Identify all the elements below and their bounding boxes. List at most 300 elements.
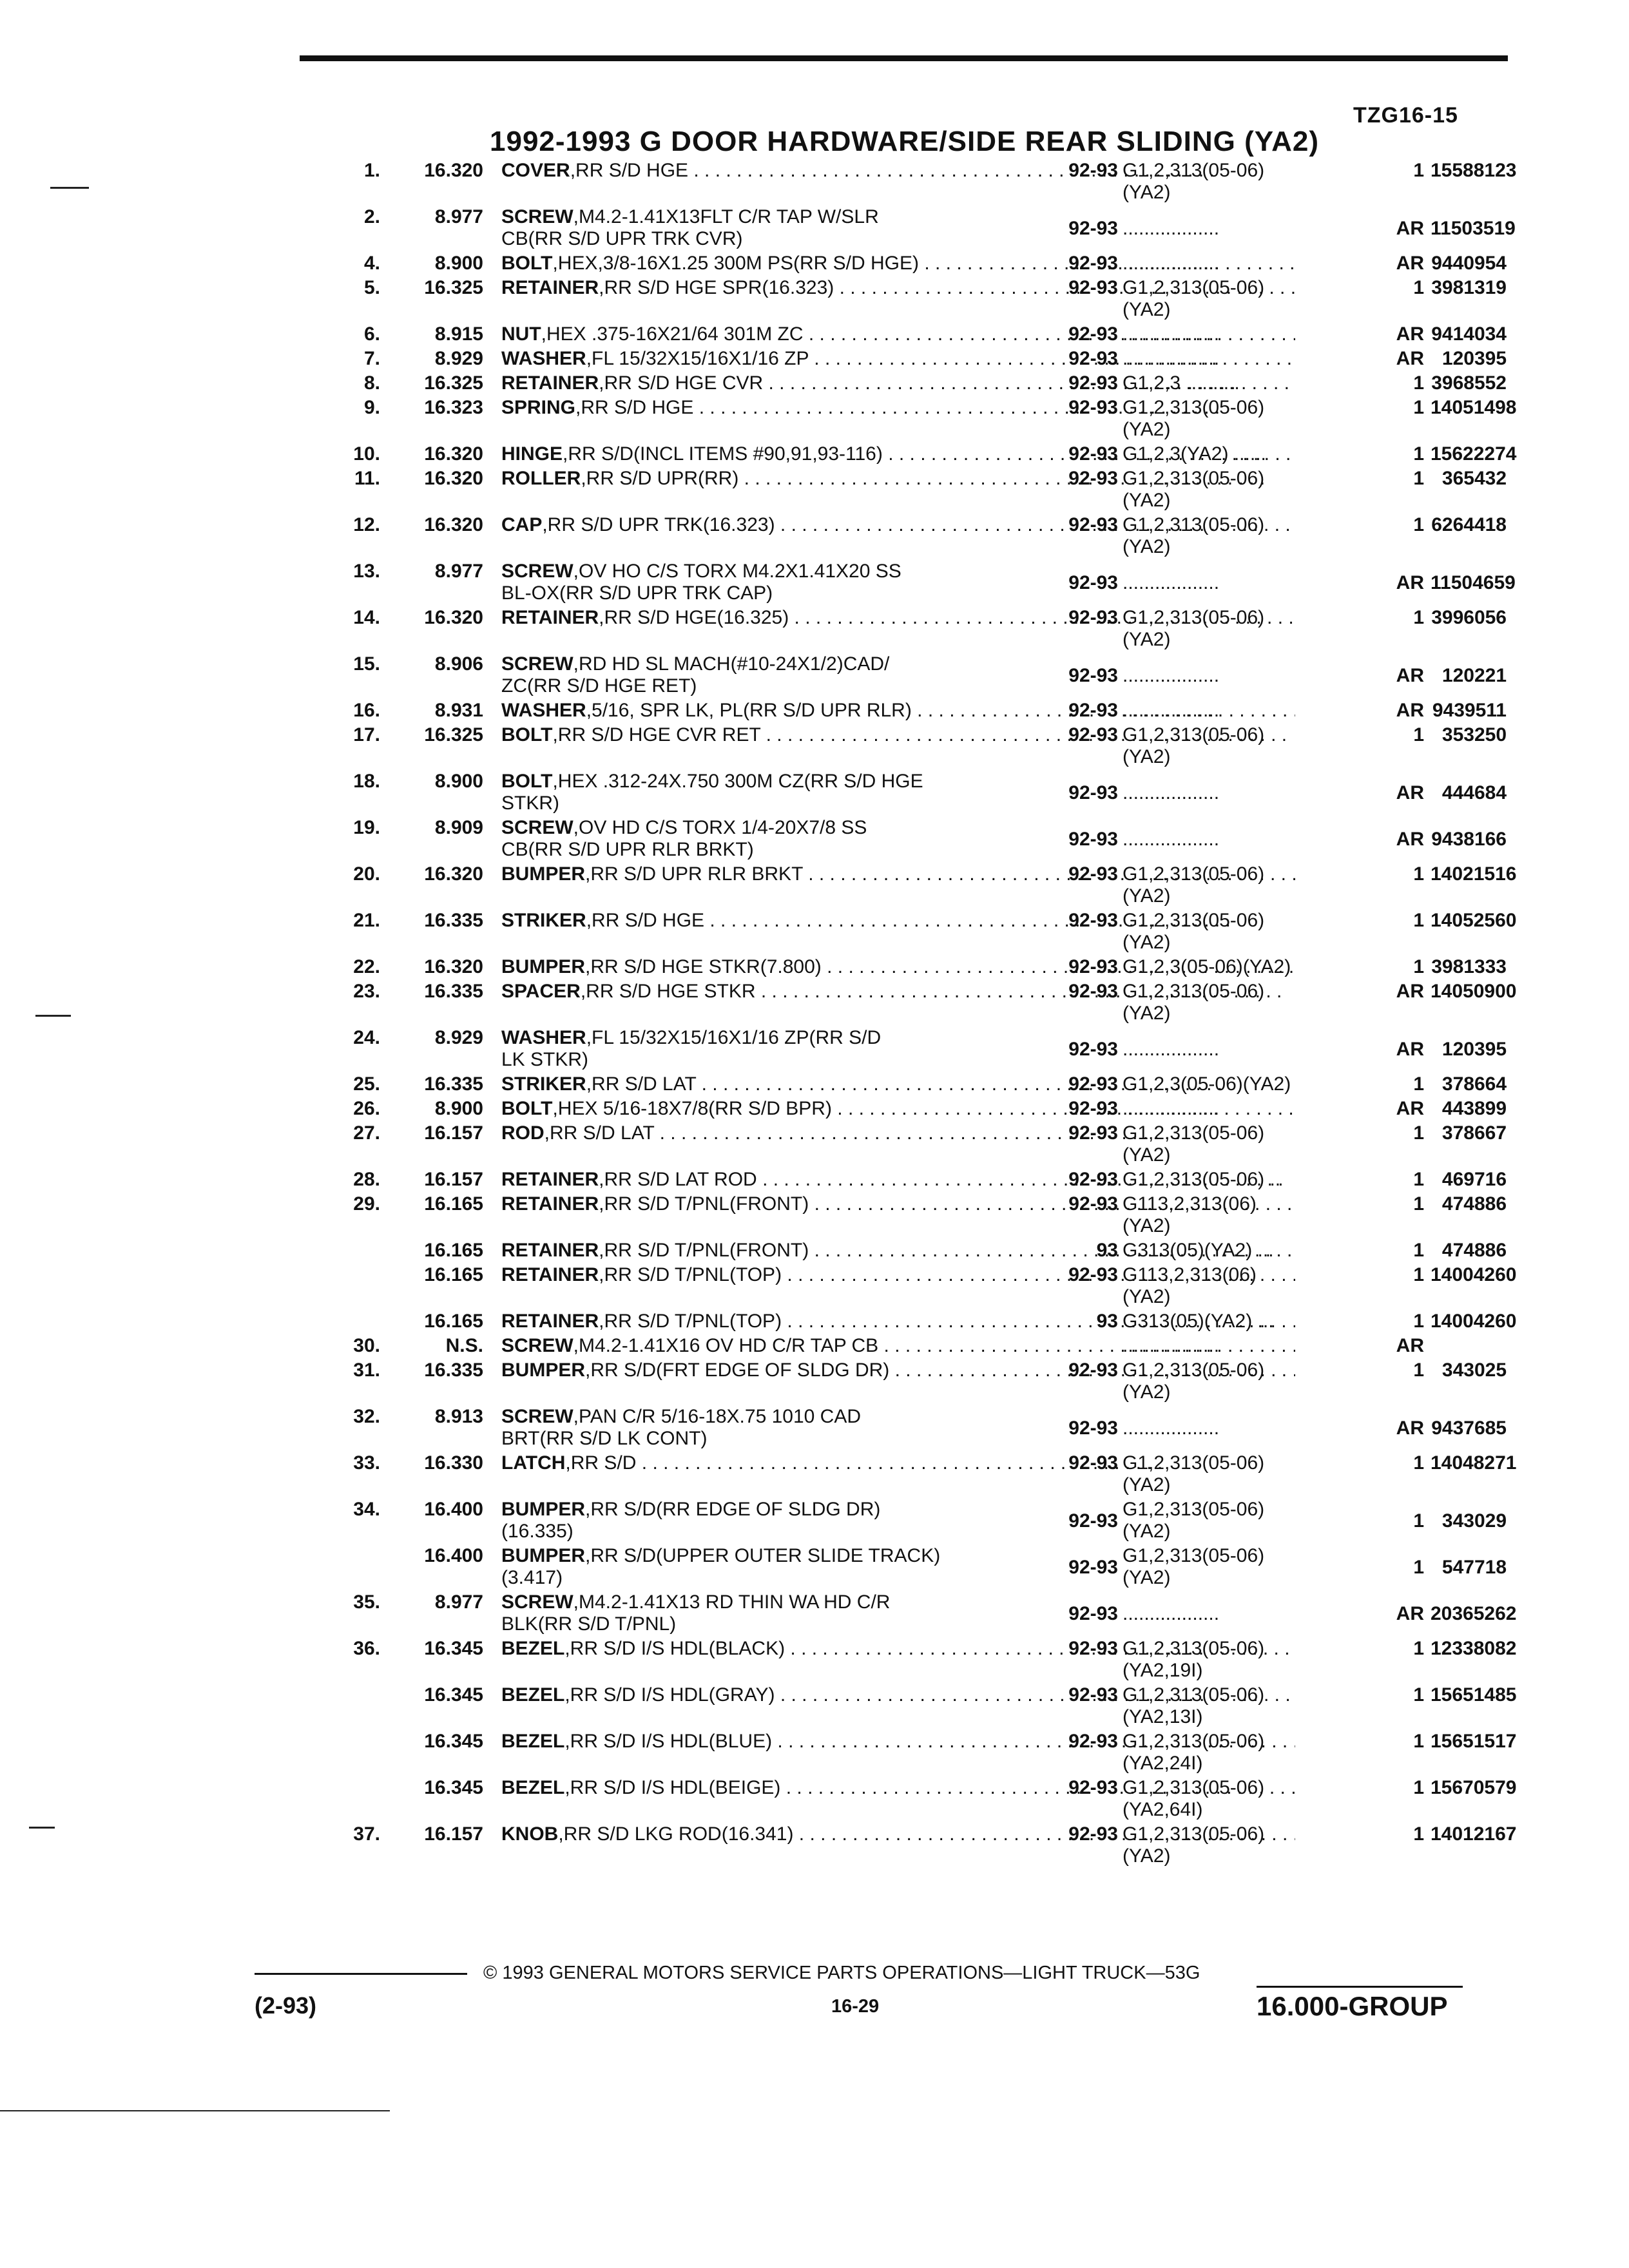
quantity: AR bbox=[1396, 782, 1424, 803]
item-number: 36. bbox=[353, 1638, 380, 1659]
part-number: 474886 bbox=[1441, 1240, 1507, 1261]
table-row bbox=[309, 1311, 1517, 1334]
application-line: .................. bbox=[1123, 1098, 1220, 1119]
part-detail: ,OV HD C/S TORX 1/4-20X7/8 SS bbox=[573, 817, 867, 838]
application-option: (YA2) bbox=[1123, 1003, 1171, 1024]
application-option: (YA2) bbox=[1123, 629, 1171, 650]
part-detail-continued: CB(RR S/D UPR TRK CVR) bbox=[501, 228, 743, 249]
quantity: AR bbox=[1396, 253, 1424, 274]
part-name: BUMPER bbox=[501, 1545, 586, 1566]
table-row bbox=[309, 323, 1508, 347]
part-detail: ,HEX 5/16-18X7/8(RR S/D BPR) bbox=[552, 1098, 832, 1119]
table-row bbox=[309, 1122, 1508, 1168]
table-row bbox=[309, 1335, 1508, 1358]
application-line: G113,2,313(06) bbox=[1123, 1264, 1257, 1285]
quantity: 1 bbox=[1413, 514, 1424, 535]
application-line: G1,2,313(05-06) bbox=[1123, 277, 1265, 298]
item-number: 30. bbox=[353, 1335, 380, 1356]
model-years: 92-93 bbox=[1068, 607, 1118, 628]
item-number: 9. bbox=[363, 397, 380, 418]
application-code bbox=[1123, 1073, 1329, 1095]
part-number: 3968552 bbox=[1431, 372, 1507, 394]
model-years: 92-93 bbox=[1068, 468, 1118, 489]
part-detail: ,RR S/D HGE SPR(16.323) bbox=[599, 277, 834, 298]
part-name: BOLT bbox=[501, 1098, 553, 1119]
application-line: .................. bbox=[1123, 323, 1220, 345]
group-number: 16.320 bbox=[424, 468, 483, 489]
part-detail: ,RR S/D(INCL ITEMS #90,91,93-116) bbox=[563, 443, 883, 465]
application-line: .................. bbox=[1123, 782, 1220, 803]
table-row bbox=[309, 956, 1508, 979]
application-code bbox=[1123, 607, 1329, 651]
application-code bbox=[1123, 1039, 1329, 1061]
item-number: 18. bbox=[353, 771, 380, 792]
table-row bbox=[309, 253, 1508, 276]
model-years: 92-93 bbox=[1068, 160, 1118, 181]
application-line: .................. bbox=[1123, 829, 1220, 850]
application-code bbox=[1123, 1122, 1329, 1166]
quantity: AR bbox=[1396, 218, 1424, 239]
group-number: 16.345 bbox=[424, 1731, 483, 1752]
part-detail: ,RR S/D T/PNL(FRONT) bbox=[599, 1240, 809, 1261]
quantity: AR bbox=[1396, 348, 1424, 369]
application-code bbox=[1123, 1360, 1329, 1403]
item-number: 34. bbox=[353, 1499, 380, 1520]
table-row bbox=[309, 1499, 1508, 1544]
part-detail: ,RR S/D HGE(16.325) bbox=[599, 607, 789, 628]
part-detail: ,RR S/D I/S HDL(BEIGE) bbox=[564, 1777, 781, 1798]
application-code bbox=[1123, 665, 1329, 687]
part-number: 3981333 bbox=[1431, 956, 1507, 977]
part-detail: ,HEX .312-24X.750 300M CZ(RR S/D HGE bbox=[552, 771, 923, 792]
application-code bbox=[1123, 724, 1329, 768]
part-name: WASHER bbox=[501, 700, 586, 721]
table-row bbox=[309, 1169, 1508, 1192]
item-number: 33. bbox=[353, 1452, 380, 1474]
part-name: NUT bbox=[501, 323, 541, 345]
item-number: 19. bbox=[353, 817, 380, 838]
application-option: (YA2) bbox=[1123, 299, 1171, 320]
application-code bbox=[1123, 323, 1329, 345]
application-option: (YA2) bbox=[1123, 1144, 1171, 1166]
part-number: 378667 bbox=[1441, 1122, 1507, 1144]
model-years: 93 bbox=[1096, 1240, 1118, 1261]
group-number: 16.157 bbox=[424, 1169, 483, 1190]
application-line: G1,2,313(05-06) bbox=[1123, 1122, 1265, 1144]
part-number: 14052560 bbox=[1431, 910, 1517, 931]
part-name: BUMPER bbox=[501, 863, 586, 885]
part-detail: ,RR S/D HGE bbox=[586, 910, 705, 931]
model-years: 92-93 bbox=[1068, 1684, 1118, 1706]
margin-mark bbox=[29, 1827, 55, 1829]
part-number: 343029 bbox=[1441, 1510, 1507, 1532]
application-line: G1,2,3 .......... bbox=[1123, 372, 1240, 394]
group-number: 16.335 bbox=[424, 1360, 483, 1381]
table-row bbox=[309, 514, 1508, 559]
item-number: 17. bbox=[353, 724, 380, 745]
table-row bbox=[309, 1027, 1508, 1072]
group-number: 16.325 bbox=[424, 277, 483, 298]
item-number: 8. bbox=[363, 372, 380, 394]
footer-rule-left bbox=[255, 1973, 467, 1975]
application-option: (YA2) bbox=[1123, 1521, 1171, 1542]
application-option: (YA2,24I) bbox=[1123, 1753, 1203, 1774]
quantity: 1 bbox=[1413, 1731, 1424, 1752]
model-years: 92-93 bbox=[1068, 348, 1118, 369]
table-row bbox=[309, 607, 1508, 652]
application-code bbox=[1123, 443, 1329, 465]
application-line: G1,2,313(05-06) bbox=[1123, 1499, 1265, 1520]
group-number: 8.931 bbox=[434, 700, 483, 721]
application-option: (YA2) bbox=[1123, 1381, 1171, 1403]
group-number: 8.900 bbox=[434, 253, 483, 274]
model-years: 92-93 bbox=[1068, 397, 1118, 418]
group-number: 16.400 bbox=[424, 1545, 483, 1566]
quantity: AR bbox=[1396, 829, 1424, 850]
application-code bbox=[1123, 829, 1329, 850]
part-number: 14021516 bbox=[1431, 863, 1517, 885]
part-number: 6264418 bbox=[1431, 514, 1507, 535]
application-line: G1,2,3(YA2) ...... bbox=[1123, 443, 1266, 465]
model-years: 92-93 bbox=[1068, 700, 1118, 721]
parts-list bbox=[309, 160, 1517, 1869]
part-detail: ,RR S/D T/PNL(TOP) bbox=[599, 1311, 782, 1332]
part-detail: ,RD HD SL MACH(#10-24X1/2)CAD/ bbox=[573, 653, 890, 675]
model-years: 92-93 bbox=[1068, 1039, 1118, 1060]
application-line: G1,2,313(05-06) bbox=[1123, 1360, 1265, 1381]
application-option: (YA2,13I) bbox=[1123, 1706, 1203, 1727]
application-option: (YA2,64I) bbox=[1123, 1799, 1203, 1820]
part-detail-continued: CB(RR S/D UPR RLR BRKT) bbox=[501, 839, 754, 860]
application-line: G1,2,313(05-06) bbox=[1123, 1545, 1265, 1566]
part-number: 11503519 bbox=[1431, 218, 1516, 239]
part-name: RETAINER bbox=[501, 1169, 599, 1190]
model-years: 92-93 bbox=[1068, 1603, 1118, 1624]
quantity: 1 bbox=[1413, 1823, 1424, 1845]
group-number: 8.900 bbox=[434, 771, 483, 792]
part-number: 547718 bbox=[1441, 1557, 1507, 1578]
item-number: 26. bbox=[353, 1098, 380, 1119]
part-detail: ,M4.2-1.41X16 OV HD C/R TAP CB bbox=[573, 1335, 879, 1356]
item-number: 15. bbox=[353, 653, 380, 675]
part-name: SCREW bbox=[501, 561, 574, 582]
item-number: 16. bbox=[353, 700, 380, 721]
application-code bbox=[1123, 1335, 1329, 1357]
part-number: 20365262 bbox=[1431, 1603, 1517, 1624]
part-number: 9438166 bbox=[1431, 829, 1507, 850]
part-number: 120395 bbox=[1441, 1039, 1507, 1060]
model-years: 92-93 bbox=[1068, 981, 1118, 1002]
table-row bbox=[309, 468, 1508, 513]
application-line: G1,2,313(05-06) bbox=[1123, 1452, 1265, 1474]
part-detail-continued: (16.335) bbox=[501, 1521, 574, 1542]
group-number: 16.320 bbox=[424, 160, 483, 181]
application-code bbox=[1123, 348, 1329, 370]
model-years: 92-93 bbox=[1068, 724, 1118, 745]
group-number: 16.345 bbox=[424, 1777, 483, 1798]
part-name: SPRING bbox=[501, 397, 576, 418]
table-row bbox=[309, 700, 1508, 723]
table-row bbox=[309, 724, 1508, 769]
part-name: CAP bbox=[501, 514, 543, 535]
part-name: BEZEL bbox=[501, 1731, 565, 1752]
quantity: AR bbox=[1396, 665, 1424, 686]
model-years: 92-93 bbox=[1068, 1452, 1118, 1474]
quantity: 1 bbox=[1413, 277, 1424, 298]
group-number: 16.330 bbox=[424, 1452, 483, 1474]
application-line: G1,2,313(05-06) bbox=[1123, 1777, 1265, 1798]
application-line: G1,2,313(05-06) bbox=[1123, 468, 1265, 489]
table-row bbox=[309, 1591, 1517, 1637]
quantity: 1 bbox=[1413, 1510, 1424, 1532]
part-detail: ,RR S/D HGE bbox=[575, 397, 694, 418]
quantity: AR bbox=[1396, 1603, 1424, 1624]
application-line: .................. bbox=[1123, 700, 1220, 721]
application-option: (YA2) bbox=[1123, 1286, 1171, 1307]
part-number: 14004260 bbox=[1431, 1311, 1517, 1332]
model-years: 92-93 bbox=[1068, 1264, 1118, 1285]
application-line: .................. bbox=[1123, 218, 1220, 239]
part-detail-continued: BRT(RR S/D LK CONT) bbox=[501, 1428, 708, 1449]
group-number: 16.335 bbox=[424, 910, 483, 931]
table-row bbox=[309, 1684, 1517, 1729]
model-years: 92-93 bbox=[1068, 1193, 1118, 1215]
quantity: 1 bbox=[1413, 160, 1424, 181]
margin-mark bbox=[35, 1015, 71, 1017]
application-option: (YA2,19I) bbox=[1123, 1660, 1203, 1681]
model-years: 92-93 bbox=[1068, 218, 1118, 239]
model-years: 92-93 bbox=[1068, 443, 1118, 465]
item-number: 24. bbox=[353, 1027, 380, 1048]
item-number: 7. bbox=[363, 348, 380, 369]
table-row bbox=[309, 1823, 1517, 1869]
part-detail: ,RR S/D T/PNL(FRONT) bbox=[599, 1193, 809, 1215]
application-line: .................. bbox=[1123, 1418, 1220, 1439]
part-detail: ,RR S/D(UPPER OUTER SLIDE TRACK) bbox=[585, 1545, 941, 1566]
application-option: (YA2) bbox=[1123, 182, 1171, 203]
item-number: 10. bbox=[353, 443, 380, 465]
part-detail: ,PAN C/R 5/16-18X.75 1010 CAD bbox=[573, 1406, 862, 1427]
part-number: 120395 bbox=[1441, 348, 1507, 369]
part-detail: ,M4.2-1.41X13 RD THIN WA HD C/R bbox=[573, 1591, 891, 1613]
group-number: 8.977 bbox=[434, 561, 483, 582]
top-rule bbox=[300, 55, 1508, 61]
part-detail: ,RR S/D I/S HDL(GRAY) bbox=[564, 1684, 775, 1706]
quantity: 1 bbox=[1413, 443, 1424, 465]
part-name: RETAINER bbox=[501, 1311, 599, 1332]
group-number: 16.345 bbox=[424, 1638, 483, 1659]
group-number: 16.335 bbox=[424, 981, 483, 1002]
application-code bbox=[1123, 1452, 1329, 1496]
part-name: SCREW bbox=[501, 1335, 574, 1356]
part-number: 365432 bbox=[1441, 468, 1507, 489]
part-number: 15651517 bbox=[1431, 1731, 1517, 1752]
part-detail: ,RR S/D I/S HDL(BLACK) bbox=[564, 1638, 786, 1659]
part-number: 474886 bbox=[1441, 1193, 1507, 1215]
application-code bbox=[1123, 910, 1329, 954]
quantity: 1 bbox=[1413, 1169, 1424, 1190]
quantity: 1 bbox=[1413, 1311, 1424, 1332]
application-option: (YA2) bbox=[1123, 536, 1171, 557]
part-name: RETAINER bbox=[501, 277, 599, 298]
part-detail: ,RR S/D LAT bbox=[544, 1122, 655, 1144]
part-name: RETAINER bbox=[501, 1240, 599, 1261]
group-number: 16.325 bbox=[424, 724, 483, 745]
group-number: 8.906 bbox=[434, 653, 483, 675]
table-row bbox=[309, 1731, 1517, 1776]
application-code bbox=[1123, 1169, 1329, 1191]
part-detail: ,RR S/D(FRT EDGE OF SLDG DR) bbox=[585, 1360, 890, 1381]
part-detail: ,RR S/D LAT ROD bbox=[599, 1169, 757, 1190]
part-number: 9439511 bbox=[1432, 700, 1507, 721]
quantity: AR bbox=[1396, 1335, 1424, 1356]
model-years: 92-93 bbox=[1068, 1777, 1118, 1798]
part-detail: ,RR S/D UPR TRK(16.323) bbox=[542, 514, 775, 535]
part-number: 15622274 bbox=[1431, 443, 1517, 465]
table-row bbox=[309, 1406, 1508, 1451]
model-years: 92-93 bbox=[1068, 372, 1118, 394]
model-years: 92-93 bbox=[1068, 253, 1118, 274]
item-number: 31. bbox=[353, 1360, 380, 1381]
application-line: G1,2,313(05-06) bbox=[1123, 981, 1265, 1002]
application-code bbox=[1123, 572, 1329, 594]
part-name: COVER bbox=[501, 160, 570, 181]
table-row bbox=[309, 397, 1517, 442]
part-name: STRIKER bbox=[501, 1073, 586, 1095]
part-name: SPACER bbox=[501, 981, 581, 1002]
part-number: 378664 bbox=[1441, 1073, 1507, 1095]
quantity: 1 bbox=[1413, 1557, 1424, 1578]
quantity: AR bbox=[1396, 1418, 1424, 1439]
application-code bbox=[1123, 1731, 1329, 1774]
part-name: WASHER bbox=[501, 1027, 586, 1048]
application-code bbox=[1123, 218, 1329, 240]
quantity: 1 bbox=[1413, 1777, 1424, 1798]
quantity: 1 bbox=[1413, 468, 1424, 489]
quantity: 1 bbox=[1413, 372, 1424, 394]
part-name: ROD bbox=[501, 1122, 545, 1144]
part-name: SCREW bbox=[501, 1591, 574, 1613]
quantity: 1 bbox=[1413, 1684, 1424, 1706]
margin-mark bbox=[0, 2110, 390, 2111]
model-years: 92-93 bbox=[1068, 1418, 1118, 1439]
part-detail-continued: BLK(RR S/D T/PNL) bbox=[501, 1613, 677, 1635]
group-number: N.S. bbox=[445, 1335, 483, 1356]
part-detail: ,RR S/D LAT bbox=[586, 1073, 697, 1095]
item-number: 1. bbox=[363, 160, 380, 181]
part-name: RETAINER bbox=[501, 1193, 599, 1215]
part-name: HINGE bbox=[501, 443, 563, 465]
model-years: 92-93 bbox=[1068, 1122, 1118, 1144]
part-detail-continued: (3.417) bbox=[501, 1567, 563, 1588]
group-number: 8.915 bbox=[434, 323, 483, 345]
group-number: 16.320 bbox=[424, 956, 483, 977]
item-number: 25. bbox=[353, 1073, 380, 1095]
part-name: BEZEL bbox=[501, 1777, 565, 1798]
quantity: 1 bbox=[1413, 863, 1424, 885]
part-detail: ,RR S/D HGE STKR bbox=[580, 981, 756, 1002]
part-name: BOLT bbox=[501, 771, 553, 792]
part-number: 9414034 bbox=[1431, 323, 1507, 345]
part-name: BOLT bbox=[501, 253, 553, 274]
part-name: WASHER bbox=[501, 348, 586, 369]
model-years: 92-93 bbox=[1068, 956, 1118, 977]
quantity: 1 bbox=[1413, 1240, 1424, 1261]
part-name: BUMPER bbox=[501, 956, 586, 977]
item-number: 14. bbox=[353, 607, 380, 628]
table-row bbox=[309, 443, 1517, 466]
table-row bbox=[309, 1264, 1517, 1309]
part-detail: ,RR S/D HGE CVR bbox=[599, 372, 764, 394]
group-number: 16.157 bbox=[424, 1122, 483, 1144]
application-code bbox=[1123, 277, 1329, 321]
group-number: 16.320 bbox=[424, 514, 483, 535]
model-years: 92-93 bbox=[1068, 1073, 1118, 1095]
application-code bbox=[1123, 372, 1329, 394]
quantity: AR bbox=[1396, 1039, 1424, 1060]
application-code bbox=[1123, 514, 1329, 558]
table-row bbox=[309, 1360, 1508, 1405]
application-line: G1,2,3(05-06)(YA2) bbox=[1123, 956, 1291, 977]
group-number: 8.900 bbox=[434, 1098, 483, 1119]
application-code bbox=[1123, 1499, 1329, 1542]
table-row bbox=[309, 1777, 1517, 1822]
application-line: .................. bbox=[1123, 572, 1220, 593]
item-number: 2. bbox=[363, 206, 380, 227]
part-detail: ,RR S/D UPR RLR BRKT bbox=[585, 863, 803, 885]
application-code bbox=[1123, 1823, 1329, 1867]
model-years: 92-93 bbox=[1068, 782, 1118, 803]
group-number: 16.165 bbox=[424, 1240, 483, 1261]
application-option: (YA2) bbox=[1123, 1567, 1171, 1588]
group-number: 16.323 bbox=[424, 397, 483, 418]
application-option: (YA2) bbox=[1123, 490, 1171, 511]
model-years: 93 bbox=[1096, 1311, 1118, 1332]
application-code bbox=[1123, 782, 1329, 804]
quantity: 1 bbox=[1413, 1193, 1424, 1215]
part-number: 12338082 bbox=[1431, 1638, 1517, 1659]
item-number: 11. bbox=[354, 468, 380, 489]
quantity: 1 bbox=[1413, 397, 1424, 418]
part-detail: ,HEX,3/8-16X1.25 300M PS(RR S/D HGE) bbox=[552, 253, 919, 274]
part-name: BEZEL bbox=[501, 1638, 565, 1659]
item-number: 35. bbox=[353, 1591, 380, 1613]
application-code bbox=[1123, 160, 1329, 204]
group-number: 8.929 bbox=[434, 348, 483, 369]
model-years: 92-93 bbox=[1068, 829, 1118, 850]
part-number: 11504659 bbox=[1431, 572, 1516, 593]
application-code bbox=[1123, 253, 1329, 274]
group-number: 8.977 bbox=[434, 206, 483, 227]
application-option: (YA2) bbox=[1123, 1474, 1171, 1495]
model-years: 92-93 bbox=[1068, 1823, 1118, 1845]
application-line: G1,2,313(05-06) bbox=[1123, 1823, 1265, 1845]
table-row bbox=[309, 1545, 1508, 1590]
footer-copyright: © 1993 GENERAL MOTORS SERVICE PARTS OPERATIONS—LIGHT TRUCK—53G bbox=[483, 1963, 1200, 1983]
part-number: 14012167 bbox=[1431, 1823, 1517, 1845]
table-row bbox=[309, 771, 1508, 816]
quantity: 1 bbox=[1413, 1638, 1424, 1659]
part-number: 120221 bbox=[1441, 665, 1507, 686]
application-code bbox=[1123, 956, 1329, 978]
model-years: 92-93 bbox=[1068, 665, 1118, 686]
item-number: 28. bbox=[353, 1169, 380, 1190]
quantity: AR bbox=[1396, 323, 1424, 345]
group-number: 16.345 bbox=[424, 1684, 483, 1706]
part-number: 3996056 bbox=[1431, 607, 1507, 628]
item-number: 32. bbox=[353, 1406, 380, 1427]
part-detail: ,RR S/D I/S HDL(BLUE) bbox=[564, 1731, 773, 1752]
